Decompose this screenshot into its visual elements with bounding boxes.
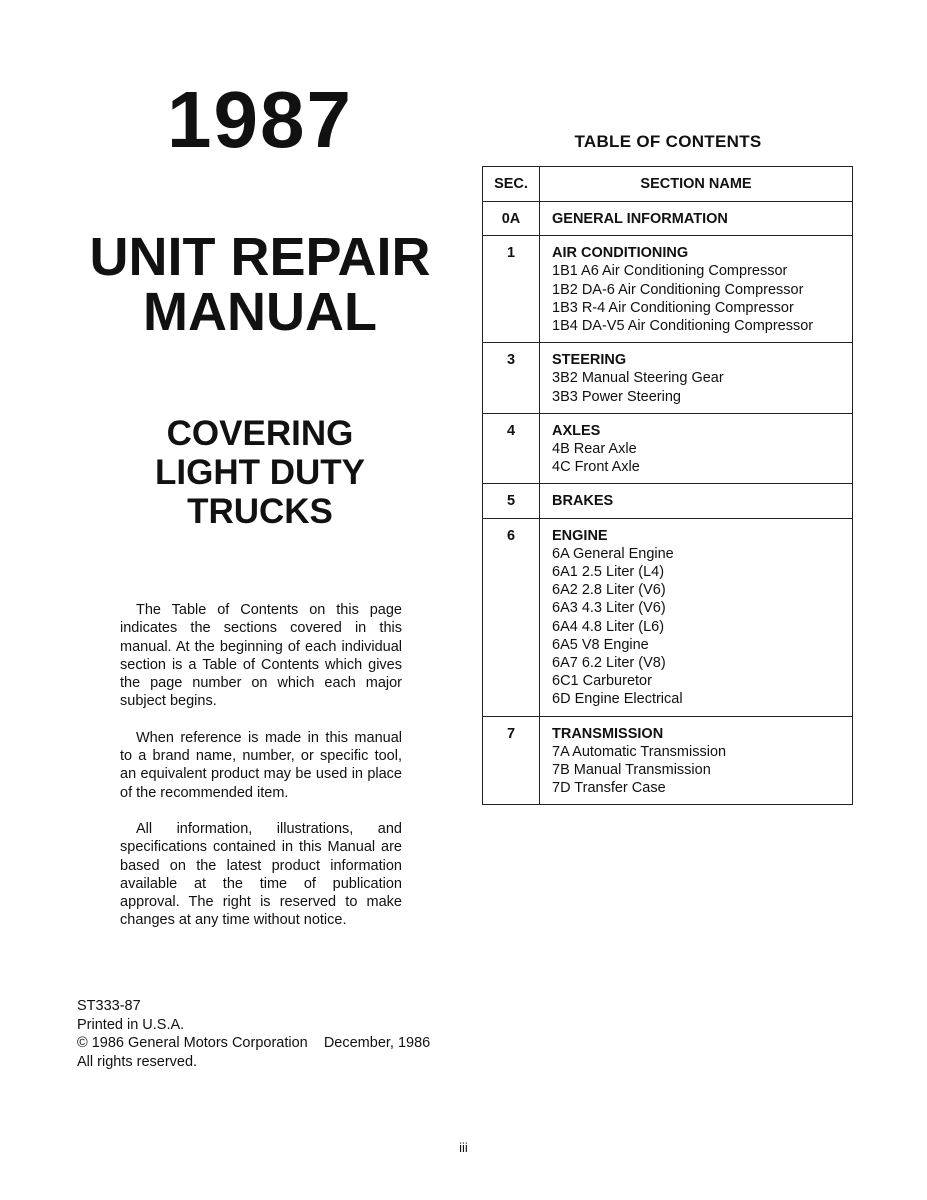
subtitle-line-2: LIGHT DUTY (155, 453, 365, 493)
publication-code: ST333-87 (77, 998, 141, 1014)
toc-subsection: 4B Rear Axle (552, 441, 637, 458)
toc-section-cell (540, 343, 853, 414)
toc-subsection: 1B4 DA-V5 Air Conditioning Compressor (552, 318, 814, 335)
toc-header-row (483, 167, 853, 202)
toc-section-name: BRAKES (552, 493, 614, 510)
toc-row (483, 518, 853, 716)
toc-subsection: 3B3 Power Steering (552, 388, 681, 405)
toc-subsection: 6A1 2.5 Liter (L4) (552, 564, 665, 581)
toc-subsection: 7B Manual Transmission (552, 762, 711, 779)
toc-section-number: 6 (483, 518, 540, 716)
publication-footer (77, 997, 430, 1071)
toc-row (483, 716, 853, 805)
toc-subsection: 7A Automatic Transmission (552, 743, 727, 760)
toc-title: TABLE OF CONTENTS (574, 132, 762, 151)
toc-section-number: 4 (483, 413, 540, 484)
toc-subsection: 6A General Engine (552, 545, 674, 562)
manual-year: 1987 (167, 75, 353, 164)
toc-body (483, 202, 853, 805)
toc-table (482, 166, 853, 805)
toc-row (483, 343, 853, 414)
title-line-1: UNIT REPAIR (89, 227, 431, 287)
intro-paragraph-2: When reference is made in this manual to a brand name, number, or specific tool, an equivalent product may be used in place of the recommended item. (120, 729, 402, 801)
printed-location: Printed in U.S.A. (77, 1016, 185, 1033)
copyright-notice: © 1986 General Motors Corporation December, 1986 (77, 1035, 431, 1051)
toc-section-name: STEERING (552, 352, 627, 369)
toc-header-name: SECTION NAME (540, 167, 853, 202)
rights-notice: All rights reserved. (77, 1053, 198, 1070)
toc-row (483, 413, 853, 484)
toc-subsection: 6A7 6.2 Liter (V8) (552, 655, 666, 672)
subtitle-line-1: COVERING (166, 414, 354, 453)
toc-section-name: GENERAL INFORMATION (552, 211, 728, 227)
intro-text (120, 601, 402, 948)
page-number: iii (459, 1140, 468, 1155)
toc-section-name: AXLES (552, 422, 601, 439)
toc-section-cell (540, 716, 853, 805)
toc-subsection: 6C1 Carburetor (552, 673, 652, 690)
intro-paragraph-3: All information, illustrations, and specifications contained in this Manual are based on the latest product information available at the time of publication approval. The right is reserved to make changes at any time without notice. (120, 820, 402, 929)
manual-title (60, 227, 460, 343)
toc-subsection: 1B1 A6 Air Conditioning Compressor (552, 263, 788, 280)
toc-section-name: AIR CONDITIONING (552, 245, 689, 262)
toc-row (483, 484, 853, 518)
toc-section-number: 1 (483, 236, 540, 343)
toc-row (483, 202, 853, 236)
toc-row (483, 236, 853, 343)
title-line-2: MANUAL (143, 282, 377, 343)
subtitle-line-3: TRUCKS (187, 492, 333, 532)
manual-subtitle (60, 414, 460, 532)
toc-section-number: 7 (483, 716, 540, 805)
toc-subsection: 7D Transfer Case (552, 780, 666, 797)
toc-subsection: 6A4 4.8 Liter (L6) (552, 618, 665, 635)
toc-subsection: 6A3 4.3 Liter (V6) (552, 600, 666, 617)
toc-subsection: 3B2 Manual Steering Gear (552, 370, 724, 387)
toc-subsection: 6A2 2.8 Liter (V6) (552, 582, 666, 599)
toc-subsection: 1B3 R-4 Air Conditioning Compressor (552, 299, 794, 316)
toc-subsection: 6D Engine Electrical (552, 691, 683, 708)
toc-section-cell (540, 236, 853, 343)
toc-section-cell (540, 202, 853, 236)
toc-subsection: 6A5 V8 Engine (552, 636, 649, 653)
toc-subsection: 1B2 DA-6 Air Conditioning Compressor (552, 281, 804, 298)
toc-section-cell (540, 484, 853, 518)
toc-subsection: 4C Front Axle (552, 459, 640, 476)
toc-header-sec: SEC. (483, 167, 540, 202)
toc-section-name: TRANSMISSION (552, 725, 664, 742)
toc-section-number: 0A (483, 202, 540, 236)
toc-section-number: 3 (483, 343, 540, 414)
toc-section-number: 5 (483, 484, 540, 518)
toc-section-cell (540, 413, 853, 484)
intro-paragraph-1: The Table of Contents on this page indicates the sections covered in this manual. At the beginning of each individual section is a Table of Contents which gives the page number on which each major subject begins. (120, 602, 402, 710)
toc-section-name: ENGINE (552, 527, 608, 544)
toc-section-cell (540, 518, 853, 716)
